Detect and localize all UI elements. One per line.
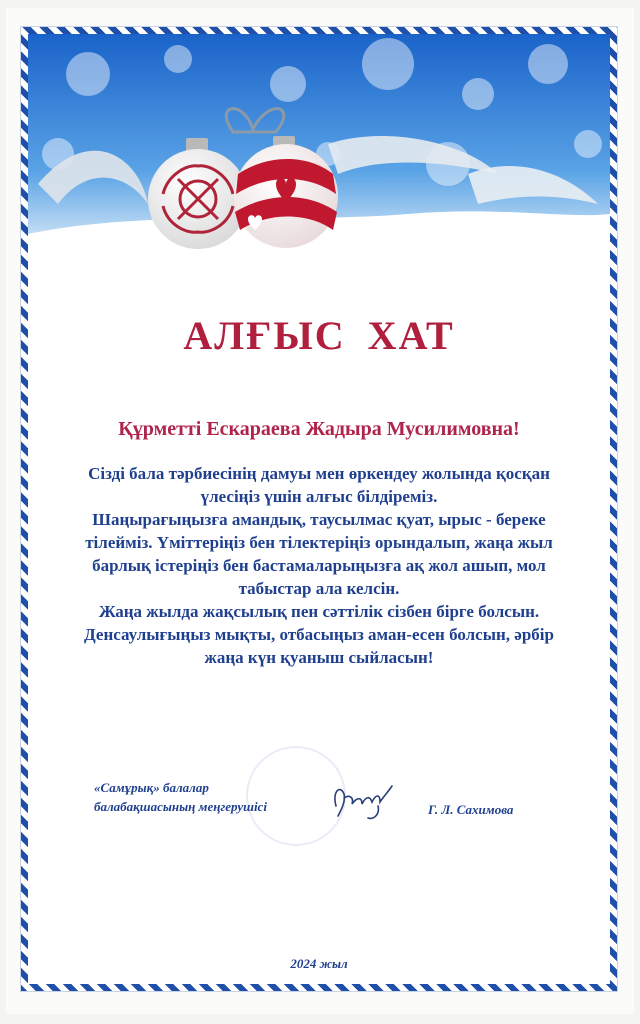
organization-line: «Самұрық» балалар	[94, 780, 209, 795]
organization-title	[94, 778, 267, 816]
message-paragraph: Жаңа жылда жақсылық пен сәттілік сізбен бірге болсын.	[98, 602, 540, 621]
letter-message	[66, 462, 572, 669]
message-paragraph: Сізді бала тәрбиесінің дамуы мен өркендеу жолында қосқан үлесіңіз үшін алғыс білдіреміз.	[88, 464, 550, 506]
letter-body	[28, 34, 610, 984]
signer-name: Г. Л. Сахимова	[428, 802, 514, 817]
year-label: 2024 жыл	[290, 956, 348, 971]
message-paragraph: Денсаулығыңыз мықты, отбасыңыз аман-есен болсын, әрбір жаңа күн қуаныш сыйласын!	[84, 625, 554, 667]
handwritten-signature	[328, 776, 398, 831]
paper-sheet	[6, 8, 634, 1014]
decorative-border	[20, 26, 618, 992]
organization-line: балабақшасының меңгерушісі	[94, 799, 267, 814]
christmas-banner-image	[28, 34, 610, 284]
message-paragraph: Шаңырағыңызға амандық, таусылмас қуат, ырыс - береке тілейміз. Үміттеріңіз бен тілектеріңіз орындалып, жаңа жыл барлық істеріңіз бен бастамаларыңызға ақ жол ашып, мол табыстар ала келсін.	[85, 510, 553, 598]
greeting-line: Құрметті Ескараева Жадыра Мусилимовна!	[118, 418, 520, 440]
letter-title: АЛҒЫС ХАТ	[183, 313, 455, 358]
